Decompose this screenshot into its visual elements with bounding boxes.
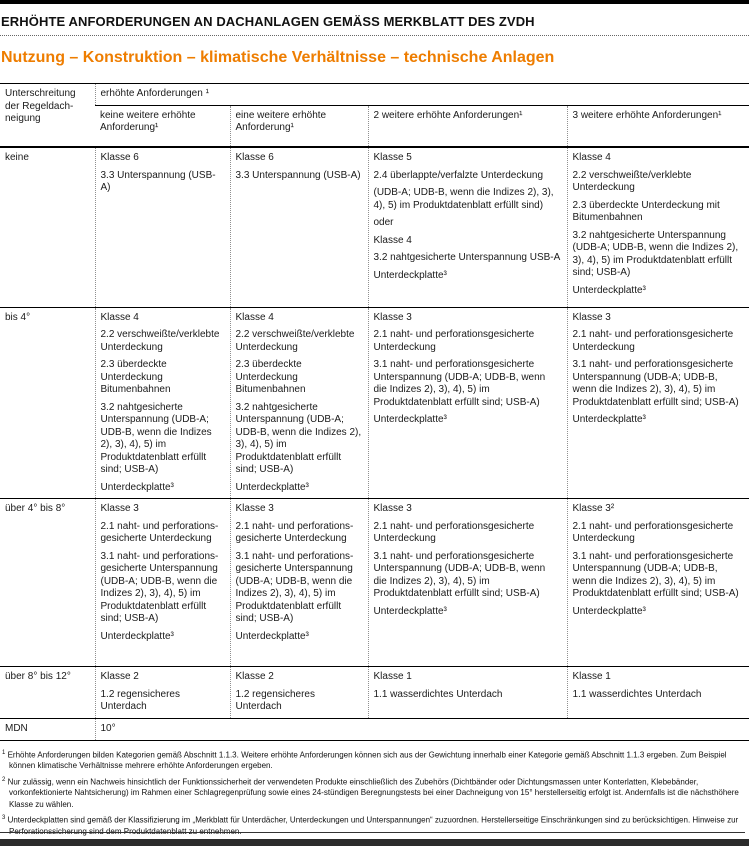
bottom-border-bar bbox=[0, 839, 749, 846]
cell-paragraph: Klasse 5 bbox=[373, 152, 412, 163]
footnote-1-text: Erhöhte Anforderungen bilden Kategorien gemäß Abschnitt 1.1.3. Weitere erhöhte Anforderungen können sich aus der Gewichtung innerhalb einer Kategorie gemäß Abschnitt 1.1.3 ergeben. Zum Beispiel können klimatische Verhältnisse mehrere erhöhte Anforderungen ergeben. bbox=[7, 750, 727, 771]
cell-paragraph: Klasse 3 bbox=[373, 503, 412, 514]
mdn-row bbox=[0, 718, 749, 740]
table-cell bbox=[368, 307, 567, 499]
cell-paragraph: Unterdeckplatte³ bbox=[235, 481, 309, 493]
cell-paragraph: Klasse 2 bbox=[100, 671, 139, 682]
cell-paragraph: (UDB-A; UDB-B, wenn die Indizes 2), 3), 4), 5) im Produktdatenblatt erfüllt sind) bbox=[373, 187, 554, 211]
cell-paragraph: 3.1 naht- und perforationsgesicherte Unterspannung (UDB-A; UDB-B, wenn die Indizes 2), 3), 4), 5) im Produktdatenblatt erfüllt sind; USB-A) bbox=[572, 359, 739, 408]
corner-header: Unterschreitung der Regeldach-neigung bbox=[0, 84, 95, 148]
cell-paragraph: Klasse 3 bbox=[373, 311, 412, 323]
column-header-1: keine weitere erhöhte Anforderung¹ bbox=[95, 105, 230, 147]
requirements-table bbox=[0, 83, 749, 741]
cell-paragraph: Unterdeckplatte³ bbox=[572, 284, 646, 296]
cell-paragraph: Klasse 4 bbox=[572, 152, 611, 163]
cell-paragraph: 3.1 naht- und perforationsgesicherte Unterspannung (UDB-A; UDB-B, wenn die Indizes 2), 3), 4), 5) im Produktdatenblatt erfüllt sind; USB-A) bbox=[572, 550, 739, 599]
footnote-3 bbox=[2, 814, 745, 837]
cell-paragraph: Klasse 6 bbox=[235, 152, 274, 163]
row-label: keine bbox=[0, 147, 95, 307]
cell-paragraph: 3.3 Unterspannung (USB-A) bbox=[100, 169, 216, 193]
table-header bbox=[0, 84, 749, 148]
cell-paragraph: Klasse 3² bbox=[572, 503, 615, 514]
cell-paragraph: Klasse 4 bbox=[235, 311, 274, 323]
cell-paragraph: 2.1 naht- und perforationsgesicherte Unterdeckung bbox=[235, 520, 354, 544]
cell-paragraph: Unterdeckplatte³ bbox=[100, 630, 174, 642]
column-header-row bbox=[0, 105, 749, 147]
cell-paragraph: Klasse 2 bbox=[235, 671, 274, 682]
table-cell bbox=[567, 667, 749, 719]
cell-paragraph: 3.1 naht- und perforationsgesicherte Unterspannung (UDB-A; UDB-B, wenn die Indizes 2), 3), 4), 5) im Produktdatenblatt erfüllt sind; USB-A) bbox=[373, 550, 546, 599]
cell-paragraph: Klasse 3 bbox=[572, 311, 611, 323]
column-header-4: 3 weitere erhöhte Anforderungen¹ bbox=[567, 105, 749, 147]
bottom-divider bbox=[0, 832, 745, 833]
table-row bbox=[0, 307, 749, 499]
table-cell bbox=[567, 499, 749, 667]
cell-paragraph: Klasse 1 bbox=[572, 671, 611, 682]
footnote-2-text: Nur zulässig, wenn ein Nachweis hinsichtlich der Funktionssicherheit der verwendeten Produkte einschließlich des Zubehörs (Dichtbänder oder Dichtungsmassen unter Konterlatten, Klebebänder, vorkonfektionierte Nahtsicherung) im Rahmen einer Schlagregenprüfung sowie eines 24-stündigen Beregnungstests bei einer Dachneigung von 15° herstellerseitig erfolgt ist. Andernfalls ist die nächsthöhere Klasse zu wählen. bbox=[7, 777, 739, 809]
cell-paragraph: 3.2 nahtgesicherte Unterspannung (UDB-A; UDB-B, wenn die Indizes 2), 3), 4), 5) im Produktdatenblatt erfüllt sind; USB-A) bbox=[572, 229, 739, 278]
cell-paragraph: Klasse 6 bbox=[100, 152, 139, 163]
cell-paragraph: Unterdeckplatte³ bbox=[373, 605, 447, 617]
footnote-1 bbox=[2, 749, 745, 772]
footnote-2 bbox=[2, 776, 745, 810]
table-cell bbox=[230, 307, 368, 499]
table-cell bbox=[95, 147, 230, 307]
row-label: über 8° bis 12° bbox=[0, 667, 95, 719]
group-header: erhöhte Anforderungen ¹ bbox=[95, 84, 749, 106]
mdn-value-cell: 10° bbox=[95, 718, 749, 740]
table-cell bbox=[567, 307, 749, 499]
cell-paragraph: 1.2 regensicheres Unterdach bbox=[235, 688, 315, 712]
cell-paragraph: 3.1 naht- und perforationsgesicherte Unterspannung (UDB-A; UDB-B, wenn die Indizes 2), 3), 4), 5) im Produktdatenblatt erfüllt sind; USB-A) bbox=[235, 550, 354, 624]
row-label: über 4° bis 8° bbox=[0, 499, 95, 667]
table-cell bbox=[230, 667, 368, 719]
cell-paragraph: 2.1 naht- und perforationsgesicherte Unterdeckung bbox=[572, 520, 734, 544]
table-cell bbox=[95, 499, 230, 667]
top-border-bar bbox=[0, 0, 749, 4]
cell-paragraph: 2.2 verschweißte/verklebte Unterdeckung bbox=[235, 329, 355, 353]
footnote-3-text: Unterdeckplatten sind gemäß der Klassifizierung im „Merkblatt für Unterdächer, Unterdeckungen und Unterspannungen“ zuzuordnen. Herstellerseitige Einschränkungen sind zu berücksichtigen. Hinweise zur Perforationssicherung sind dem Produktdatenblatt zu entnehmen. bbox=[7, 815, 739, 836]
table-cell bbox=[567, 147, 749, 307]
cell-paragraph: Klasse 4 bbox=[373, 234, 412, 246]
table-body bbox=[0, 147, 749, 718]
table-cell bbox=[230, 147, 368, 307]
cell-paragraph: Unterdeckplatte³ bbox=[100, 481, 174, 493]
group-header-row bbox=[0, 84, 749, 106]
mdn-row-body bbox=[0, 718, 749, 740]
cell-paragraph: Klasse 1 bbox=[373, 671, 412, 682]
row-label-mdn: MDN bbox=[0, 718, 95, 740]
table-cell bbox=[95, 307, 230, 499]
cell-paragraph: Unterdeckplatte³ bbox=[373, 269, 447, 281]
cell-paragraph: Klasse 3 bbox=[100, 503, 139, 514]
column-header-3: 2 weitere erhöhte Anforderungen¹ bbox=[368, 105, 567, 147]
cell-paragraph: Unterdeckplatte³ bbox=[572, 605, 646, 617]
cell-paragraph: oder bbox=[373, 217, 394, 228]
table-cell bbox=[368, 499, 567, 667]
cell-paragraph: 3.2 nahtgesicherte Unterspannung (UDB-A; UDB-B, wenn die Indizes 2), 3), 4), 5) im Produktdatenblatt erfüllt sind; USB-A) bbox=[100, 401, 212, 475]
table-cell bbox=[368, 147, 567, 307]
footnotes-section bbox=[2, 749, 745, 837]
footnote-3-marker: 3 bbox=[2, 814, 6, 821]
table-cell bbox=[368, 667, 567, 719]
table-row bbox=[0, 147, 749, 307]
cell-paragraph: 3.1 naht- und perforationsgesicherte Unterspannung (UDB-A; UDB-B, wenn die Indizes 2), 3), 4), 5) im Produktdatenblatt erfüllt sind; USB-A) bbox=[373, 359, 546, 408]
cell-paragraph: 1.1 wasserdichtes Unterdach bbox=[572, 688, 702, 700]
cell-paragraph: 3.3 Unterspannung (USB-A) bbox=[235, 169, 361, 181]
cell-paragraph: 2.3 überdeckte Unterdeckung Bitumenbahnen bbox=[100, 359, 171, 395]
cell-paragraph: 2.2 verschweißte/verklebte Unterdeckung bbox=[572, 169, 692, 193]
footnote-2-marker: 2 bbox=[2, 776, 6, 783]
cell-paragraph: 2.3 überdeckte Unterdeckung Bitumenbahnen bbox=[235, 359, 306, 395]
table-row bbox=[0, 499, 749, 667]
table-cell bbox=[230, 499, 368, 667]
document-title: ERHÖHTE ANFORDERUNGEN AN DACHANLAGEN GEMÄSS MERKBLATT DES ZVDH bbox=[1, 14, 535, 29]
cell-paragraph: Unterdeckplatte³ bbox=[572, 414, 646, 425]
cell-paragraph: 2.1 naht- und perforationsgesicherte Unterdeckung bbox=[572, 329, 734, 353]
title-divider bbox=[0, 35, 749, 36]
cell-paragraph: 3.2 nahtgesicherte Unterspannung USB-A bbox=[373, 252, 561, 263]
row-label: bis 4° bbox=[0, 307, 95, 499]
cell-paragraph: 2.1 naht- und perforationsgesicherte Unterdeckung bbox=[373, 329, 535, 353]
table-cell bbox=[95, 667, 230, 719]
cell-paragraph: 2.2 verschweißte/verklebte Unterdeckung bbox=[100, 329, 220, 353]
section-heading: Nutzung – Konstruktion – klimatische Verhältnisse – technische Anlagen bbox=[1, 49, 555, 66]
cell-paragraph: 2.3 überdeckte Unterdeckung mit Bitumenbahnen bbox=[572, 199, 720, 223]
cell-paragraph: Klasse 3 bbox=[235, 503, 274, 514]
cell-paragraph: 1.2 regensicheres Unterdach bbox=[100, 688, 180, 712]
column-header-2: eine weitere erhöhte Anforderung¹ bbox=[230, 105, 368, 147]
cell-paragraph: 2.1 naht- und perforationsgesicherte Unterdeckung bbox=[100, 520, 219, 544]
cell-paragraph: 3.1 naht- und perforationsgesicherte Unterspannung (UDB-A; UDB-B, wenn die Indizes 2), 3), 4), 5) im Produktdatenblatt erfüllt sind; USB-A) bbox=[100, 550, 219, 624]
cell-paragraph: Klasse 4 bbox=[100, 311, 139, 323]
cell-paragraph: Unterdeckplatte³ bbox=[373, 414, 447, 425]
cell-paragraph: 2.1 naht- und perforationsgesicherte Unterdeckung bbox=[373, 520, 535, 544]
cell-paragraph: 1.1 wasserdichtes Unterdach bbox=[373, 688, 503, 700]
table-row bbox=[0, 667, 749, 719]
cell-paragraph: Unterdeckplatte³ bbox=[235, 630, 309, 642]
cell-paragraph: 3.2 nahtgesicherte Unterspannung (UDB-A; UDB-B, wenn die Indizes 2), 3), 4), 5) im Produktdatenblatt erfüllt sind; USB-A) bbox=[235, 401, 362, 475]
footnote-1-marker: 1 bbox=[2, 749, 6, 756]
cell-paragraph: 2.4 überlappte/verfalzte Unterdeckung bbox=[373, 169, 544, 181]
